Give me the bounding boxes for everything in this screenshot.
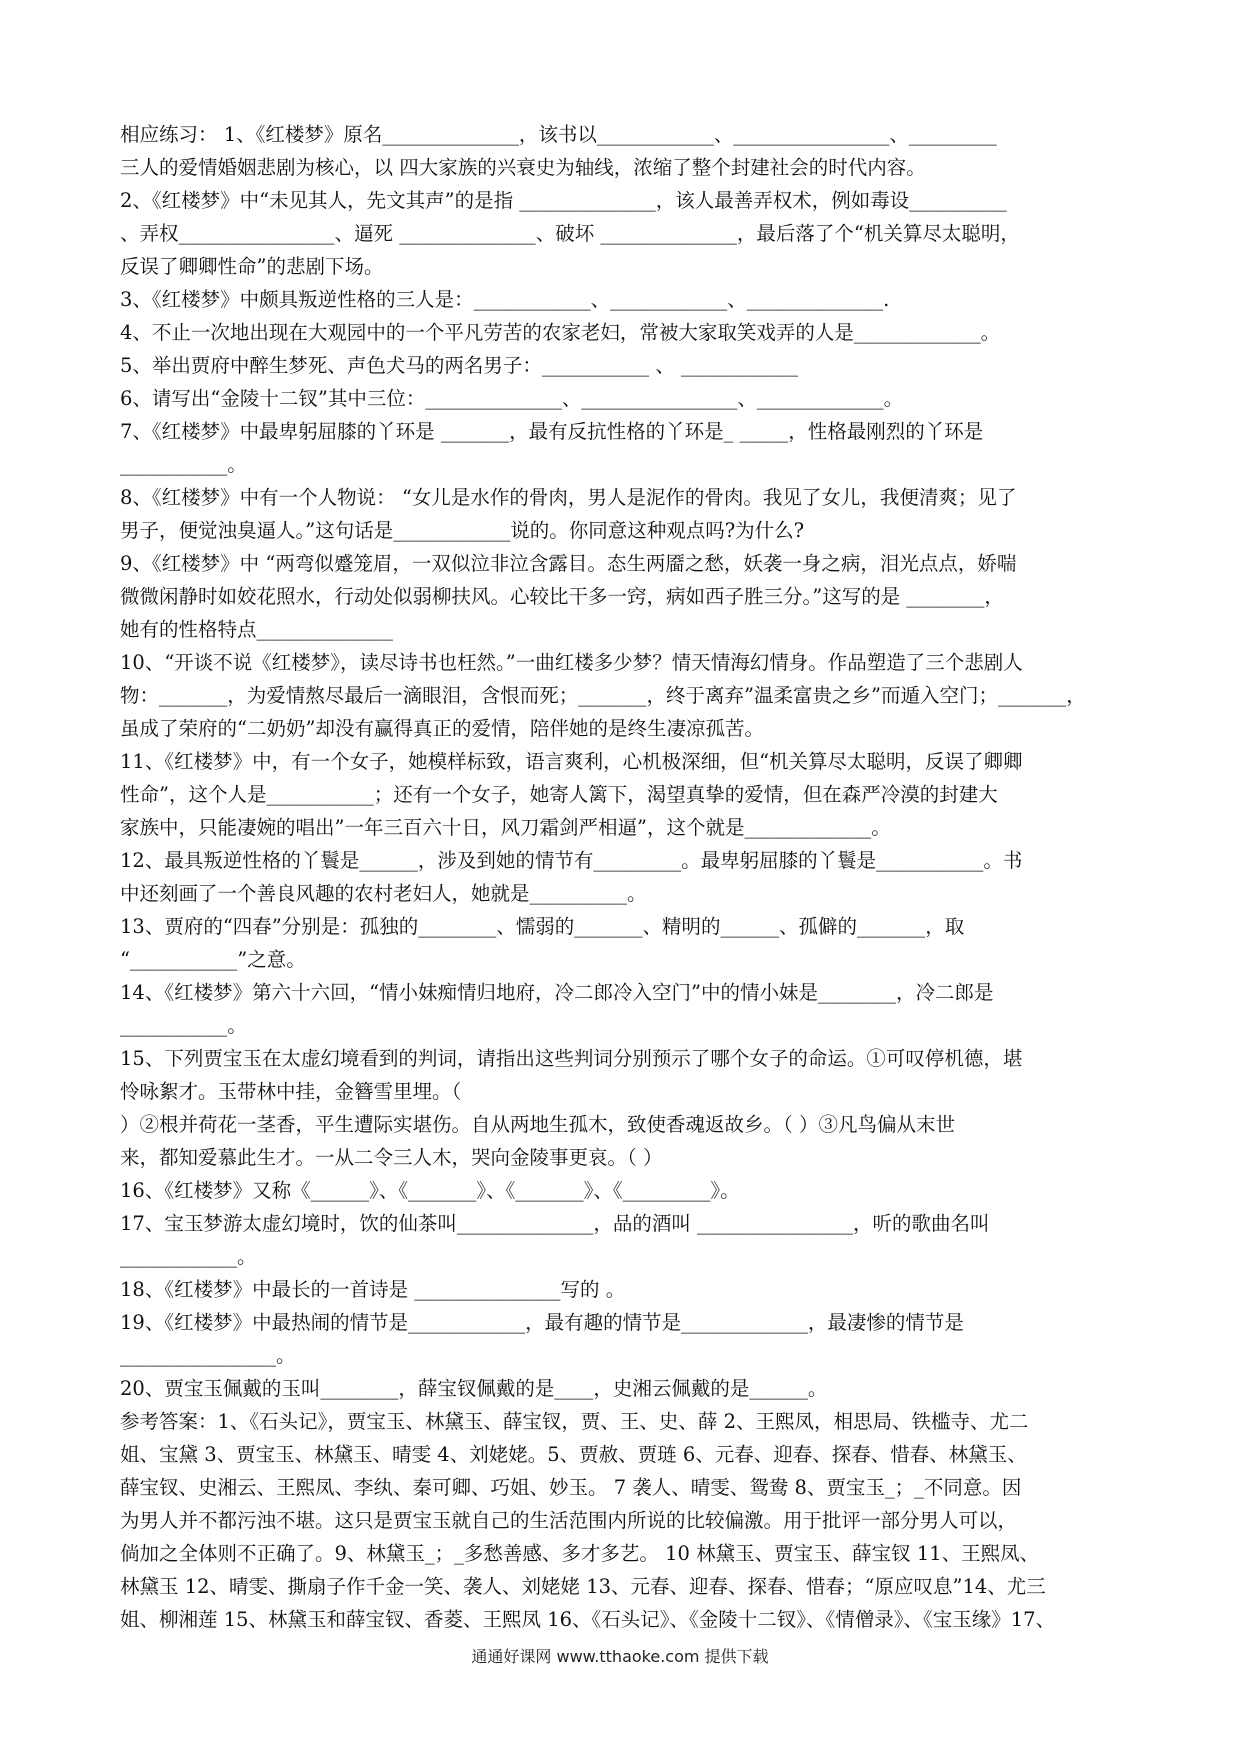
text-line: 4、不止一次地出现在大观园中的一个平凡劳苦的农家老妇，常被大家取笑戏弄的人是_____________。 xyxy=(120,321,1001,344)
text-line: ________________。 xyxy=(120,1344,296,1367)
text-line: 5、举出贾府中醉生梦死、声色犬马的两名男子：___________ 、 ____________ xyxy=(120,354,799,377)
text-line: 8、《红楼梦》中有一个人物说： “女儿是水作的骨肉，男人是泥作的骨肉。我见了女儿，我便清爽；见了 xyxy=(120,486,1017,509)
text-line: 家族中，只能凄婉的唱出”一年三百六十日，风刀霜剑严相逼”，这个就是_____________。 xyxy=(120,816,891,839)
text-line: 林黛玉 12、晴雯、撕扇子作千金一笑、袭人、刘姥姥 13、元春、迎春、探春、惜春；“原应叹息”14、尤三 xyxy=(120,1575,1046,1598)
text-line: 2、《红楼梦》中“未见其人，先文其声”的是指 ______________，该人最善弄权术，例如毒设__________ xyxy=(120,189,1007,212)
text-line: 虽成了荣府的“二奶奶”却没有赢得真正的爱情，陪伴她的是终生凄凉孤苦。 xyxy=(120,717,764,740)
text-line: 三人的爱情婚姻悲剧为核心，以 四大家族的兴衰史为轴线，浓缩了整个封建社会的时代内容。 xyxy=(120,156,926,179)
text-line: 7、《红楼梦》中最卑躬屈膝的丫环是 _______，最有反抗性格的丫环是_ _____，性格最刚烈的丫环是 xyxy=(120,420,984,443)
text-line: 她有的性格特点______________ xyxy=(120,618,394,641)
text-line: 18、《红楼梦》中最长的一首诗是 _______________写的 。 xyxy=(120,1278,626,1301)
text-line: 为男人并不都污浊不堪。这只是贾宝玉就自己的生活范围内所说的比较偏激。用于批评一部分男人可以， xyxy=(120,1509,1018,1532)
text-line: 14、《红楼梦》第六十六回，“情小妹痴情归地府，冷二郎冷入空门”中的情小妹是________，冷二郎是 xyxy=(120,981,994,1004)
worksheet-body xyxy=(120,118,1120,1636)
text-line: 、弄权________________、逼死 ______________、破坏 ______________，最后落了个“机关算尽太聪明， xyxy=(120,222,1020,245)
text-line: 9、《红楼梦》中 “两弯似蹙笼眉，一双似泣非泣含露目。态生两靥之愁，妖袭一身之病，泪光点点，娇喘 xyxy=(120,552,1017,575)
text-line: 相应练习： 1、《红楼梦》原名______________，该书以____________、________________、_________ xyxy=(120,123,997,146)
text-line: 13、贾府的“四春”分别是：孤独的________、懦弱的_______、精明的______、孤僻的_______，取 xyxy=(120,915,965,938)
text-line: 物：_______，为爱情熬尽最后一滴眼泪，含恨而死；_______，终于离弃”温柔富贵之乡”而遁入空门；_______， xyxy=(120,684,1086,707)
text-line: 参考答案：1、《石头记》，贾宝玉、林黛玉、薛宝钗，贾、王、史、薛 2、王熙凤，相思局、铁槛寺、尤二 xyxy=(120,1410,1029,1433)
text-line: 11、《红楼梦》中，有一个女子，她模样标致，语言爽利，心机极深细，但“机关算尽太聪明，反误了卿卿 xyxy=(120,750,1023,773)
text-line: “___________”之意。 xyxy=(120,948,306,971)
text-line: 16、《红楼梦》又称《______》、《_______》、《_______》、《_________》。 xyxy=(120,1179,740,1202)
text-line: 中还刻画了一个善良风趣的农村老妇人，她就是__________。 xyxy=(120,882,647,905)
text-line: ___________。 xyxy=(120,1014,247,1037)
text-line: 性命”，这个人是___________；还有一个女子，她寄人篱下，渴望真挚的爱情，但在森严冷漠的封建大 xyxy=(120,783,998,806)
text-line: 15、下列贾宝玉在太虚幻境看到的判词，请指出这些判词分别预示了哪个女子的命运。①可叹停机德，堪 xyxy=(120,1047,1023,1070)
text-line: ____________。 xyxy=(120,1245,257,1268)
text-line: 3、《红楼梦》中颇具叛逆性格的三人是：____________、____________、______________. xyxy=(120,288,890,311)
text-line: 12、最具叛逆性格的丫鬟是______，涉及到她的情节有_________。最卑躬屈膝的丫鬟是___________。书 xyxy=(120,849,1023,872)
text-line: ）②根并荷花一茎香，平生遭际实堪伤。自从两地生孤木，致使香魂返故乡。（ ）③凡鸟偏从末世 xyxy=(120,1113,955,1136)
text-line: 姐、柳湘莲 15、林黛玉和薛宝钗、香菱、王熙凤 16、《石头记》、《金陵十二钗》、《情僧录》、《宝玉缘》17、 xyxy=(120,1608,1056,1631)
text-line: 6、请写出“金陵十二钗”其中三位：______________、________________、_____________。 xyxy=(120,387,904,410)
text-line: ___________。 xyxy=(120,453,247,476)
text-line: 倘加之全体则不正确了。9、林黛玉_；_多愁善感、多才多艺。 10 林黛玉、贾宝玉、薛宝钗 11、王熙凤、 xyxy=(120,1542,1040,1565)
text-line: 薛宝钗、史湘云、王熙凤、李纨、秦可卿、巧姐、妙玉。 7 袭人、晴雯、鸳鸯 8、贾宝玉_；_不同意。因 xyxy=(120,1476,1022,1499)
text-line: 反误了卿卿性命”的悲剧下场。 xyxy=(120,255,384,278)
text-line: 17、宝玉梦游太虚幻境时，饮的仙茶叫______________，品的酒叫 ________________，听的歌曲名叫 xyxy=(120,1212,990,1235)
text-line: 姐、宝黛 3、贾宝玉、林黛玉、晴雯 4、刘姥姥。5、贾赦、贾琏 6、元春、迎春、探春、惜春、林黛玉、 xyxy=(120,1443,1027,1466)
text-line: 20、贾宝玉佩戴的玉叫________，薛宝钗佩戴的是____，史湘云佩戴的是______。 xyxy=(120,1377,828,1400)
text-line: 微微闲静时如姣花照水，行动处似弱柳扶风。心较比干多一窍，病如西子胜三分。”这写的是 ________， xyxy=(120,585,1004,608)
page-footer: 通通好课网 www.tthaoke.com 提供下载 xyxy=(471,1647,769,1666)
text-line: 10、“开谈不说《红楼梦》，读尽诗书也枉然。”一曲红楼多少梦？情天情海幻情身。作品塑造了三个悲剧人 xyxy=(120,651,1023,674)
text-line: 男子，便觉浊臭逼人。”这句话是____________说的。你同意这种观点吗?为什么? xyxy=(120,519,805,542)
text-line: 来，都知爱慕此生才。一从二令三人木，哭向金陵事更哀。（ ） xyxy=(120,1146,663,1169)
text-line: 怜咏絮才。玉带林中挂，金簪雪里埋。（ xyxy=(120,1080,462,1103)
text-line: 19、《红楼梦》中最热闹的情节是____________，最有趣的情节是_____________，最凄惨的情节是 xyxy=(120,1311,964,1334)
